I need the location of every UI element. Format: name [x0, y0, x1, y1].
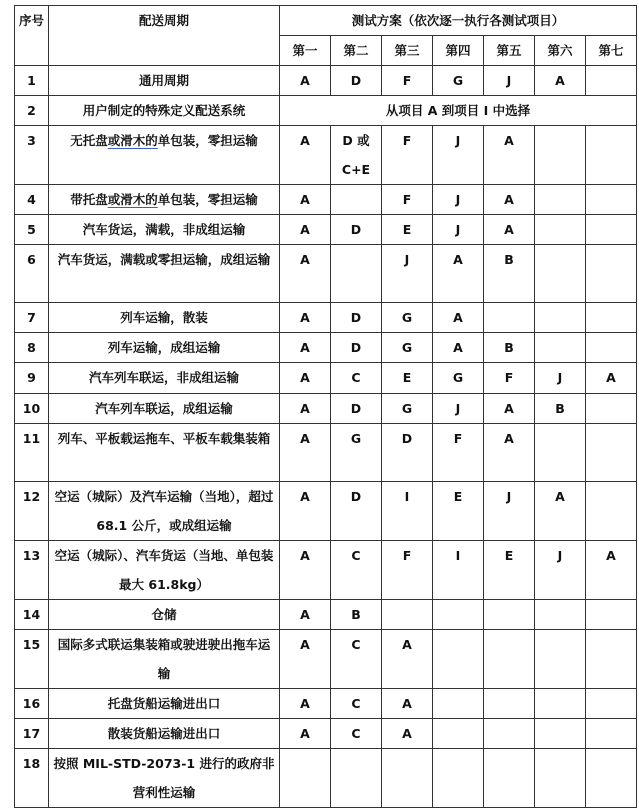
row-number: 2	[15, 96, 49, 126]
test-item-cell	[433, 600, 484, 630]
test-scheme-table	[14, 5, 637, 808]
test-item-cell: A	[382, 689, 433, 719]
distribution-period: 仓储	[49, 600, 280, 630]
row-number: 8	[15, 333, 49, 363]
test-item-cell: D	[331, 333, 382, 363]
test-item-cell	[586, 303, 637, 333]
test-item-cell: I	[433, 541, 484, 600]
table-row	[15, 482, 637, 541]
column-header: 第三	[382, 36, 433, 66]
distribution-period: 通用周期	[49, 66, 280, 96]
column-header: 第二	[331, 36, 382, 66]
test-item-cell: A	[280, 482, 331, 541]
test-item-cell	[484, 303, 535, 333]
row-number: 13	[15, 541, 49, 600]
distribution-period: 用户制定的特殊定义配送系统	[49, 96, 280, 126]
column-header: 第七	[586, 36, 637, 66]
test-item-cell: A	[484, 185, 535, 215]
test-item-cell: D 或 C+E	[331, 126, 382, 185]
test-item-cell: J	[433, 185, 484, 215]
test-item-cell: A	[433, 303, 484, 333]
test-item-cell: G	[433, 66, 484, 96]
test-item-cell: C	[331, 363, 382, 394]
test-item-cell	[586, 215, 637, 245]
table-row	[15, 424, 637, 482]
test-item-cell	[586, 126, 637, 185]
table-row	[15, 749, 637, 808]
scheme-header: 测试方案（依次逐一执行各测试项目）	[280, 6, 637, 36]
test-item-cell: B	[331, 600, 382, 630]
test-item-cell: G	[382, 303, 433, 333]
table-row	[15, 126, 637, 185]
test-item-cell	[484, 600, 535, 630]
test-item-cell: B	[535, 394, 586, 424]
row-number: 4	[15, 185, 49, 215]
table-row	[15, 215, 637, 245]
test-item-cell: E	[382, 363, 433, 394]
test-item-cell	[484, 749, 535, 808]
column-header: 第六	[535, 36, 586, 66]
distribution-period: 托盘货船运输进出口	[49, 689, 280, 719]
distribution-period: 汽车货运，满载或零担运输，成组运输	[49, 245, 280, 303]
test-item-cell: A	[586, 363, 637, 394]
table-row	[15, 719, 637, 749]
table-row	[15, 96, 637, 126]
test-item-cell	[586, 749, 637, 808]
table-row	[15, 363, 637, 394]
test-item-cell	[586, 719, 637, 749]
test-item-cell	[586, 600, 637, 630]
test-item-cell: F	[484, 363, 535, 394]
test-item-cell: G	[331, 424, 382, 482]
test-item-cell: A	[280, 363, 331, 394]
distribution-period: 散装货船运输进出口	[49, 719, 280, 749]
test-item-cell: A	[484, 126, 535, 185]
test-item-cell	[586, 394, 637, 424]
test-item-cell	[433, 719, 484, 749]
test-item-cell	[331, 749, 382, 808]
distribution-period: 空运（城际）、汽车货运（当地、单包装最大 61.8kg）	[49, 541, 280, 600]
test-item-cell: C	[331, 541, 382, 600]
test-item-cell	[535, 185, 586, 215]
test-item-cell: A	[280, 719, 331, 749]
test-item-cell	[586, 66, 637, 96]
test-item-cell: D	[331, 394, 382, 424]
period-header: 配送周期	[49, 6, 280, 66]
test-item-cell: A	[280, 333, 331, 363]
test-item-cell: A	[484, 215, 535, 245]
test-item-cell: A	[433, 333, 484, 363]
test-item-cell	[535, 245, 586, 303]
test-item-cell: D	[382, 424, 433, 482]
test-item-cell: E	[433, 482, 484, 541]
test-item-cell: G	[433, 363, 484, 394]
test-item-cell	[535, 424, 586, 482]
test-item-cell: I	[382, 482, 433, 541]
merged-test-cell: 从项目 A 到项目 I 中选择	[280, 96, 637, 126]
test-item-cell	[535, 749, 586, 808]
test-item-cell	[586, 333, 637, 363]
test-item-cell: E	[484, 541, 535, 600]
test-item-cell: D	[331, 215, 382, 245]
test-item-cell: A	[280, 541, 331, 600]
test-item-cell	[535, 719, 586, 749]
table-row	[15, 630, 637, 689]
test-item-cell: E	[382, 215, 433, 245]
test-item-cell: A	[382, 719, 433, 749]
row-number: 3	[15, 126, 49, 185]
test-item-cell: J	[535, 363, 586, 394]
test-item-cell: J	[382, 245, 433, 303]
test-item-cell: F	[433, 424, 484, 482]
distribution-period: 汽车列车联运，成组运输	[49, 394, 280, 424]
test-item-cell: J	[484, 66, 535, 96]
test-item-cell	[484, 630, 535, 689]
test-item-cell: A	[382, 630, 433, 689]
row-number: 18	[15, 749, 49, 808]
test-item-cell: A	[586, 541, 637, 600]
test-item-cell: D	[331, 66, 382, 96]
test-item-cell	[331, 185, 382, 215]
test-item-cell: C	[331, 689, 382, 719]
column-header: 第四	[433, 36, 484, 66]
test-item-cell: A	[484, 394, 535, 424]
row-number: 17	[15, 719, 49, 749]
distribution-period: 列车、平板载运拖车、平板车载集装箱	[49, 424, 280, 482]
test-item-cell: A	[280, 215, 331, 245]
test-item-cell	[535, 600, 586, 630]
test-item-cell	[586, 245, 637, 303]
row-number: 14	[15, 600, 49, 630]
test-item-cell: A	[280, 630, 331, 689]
test-item-cell: A	[280, 126, 331, 185]
test-item-cell	[433, 630, 484, 689]
distribution-period: 无托盘或滑木的单包装，零担运输	[49, 126, 280, 185]
column-header: 第五	[484, 36, 535, 66]
test-item-cell	[382, 749, 433, 808]
row-number: 11	[15, 424, 49, 482]
distribution-period: 汽车货运，满载，非成组运输	[49, 215, 280, 245]
seq-header: 序号	[15, 6, 49, 66]
row-number: 7	[15, 303, 49, 333]
distribution-period: 列车运输，成组运输	[49, 333, 280, 363]
test-item-cell: B	[484, 245, 535, 303]
test-item-cell: G	[382, 333, 433, 363]
row-number: 9	[15, 363, 49, 394]
table-row	[15, 245, 637, 303]
distribution-period: 按照 MIL-STD-2073-1 进行的政府非营利性运输	[49, 749, 280, 808]
row-number: 1	[15, 66, 49, 96]
test-item-cell	[535, 689, 586, 719]
row-number: 15	[15, 630, 49, 689]
test-item-cell	[535, 303, 586, 333]
test-item-cell: A	[280, 600, 331, 630]
test-item-cell	[433, 749, 484, 808]
test-item-cell: A	[280, 66, 331, 96]
test-item-cell: C	[331, 630, 382, 689]
distribution-period: 汽车列车联运，非成组运输	[49, 363, 280, 394]
test-item-cell	[586, 482, 637, 541]
table-row	[15, 600, 637, 630]
test-item-cell	[535, 630, 586, 689]
row-number: 10	[15, 394, 49, 424]
test-item-cell: A	[280, 245, 331, 303]
test-item-cell	[535, 333, 586, 363]
test-item-cell	[331, 245, 382, 303]
test-item-cell: A	[280, 185, 331, 215]
test-item-cell: D	[331, 482, 382, 541]
test-item-cell: F	[382, 126, 433, 185]
test-item-cell: A	[484, 424, 535, 482]
table-row	[15, 303, 637, 333]
test-item-cell: F	[382, 66, 433, 96]
distribution-period: 带托盘或滑木的单包装，零担运输	[49, 185, 280, 215]
test-item-cell: A	[280, 394, 331, 424]
table-row	[15, 689, 637, 719]
test-item-cell: F	[382, 541, 433, 600]
test-item-cell: A	[280, 424, 331, 482]
test-item-cell: C	[331, 719, 382, 749]
test-item-cell: D	[331, 303, 382, 333]
test-item-cell: J	[484, 482, 535, 541]
distribution-period: 列车运输，散装	[49, 303, 280, 333]
test-item-cell: J	[433, 126, 484, 185]
test-item-cell: B	[484, 333, 535, 363]
test-item-cell: A	[535, 482, 586, 541]
test-item-cell: A	[433, 245, 484, 303]
test-item-cell: A	[280, 303, 331, 333]
table-row	[15, 333, 637, 363]
test-item-cell	[433, 689, 484, 719]
test-item-cell	[586, 630, 637, 689]
row-number: 12	[15, 482, 49, 541]
test-item-cell	[280, 749, 331, 808]
row-number: 5	[15, 215, 49, 245]
table-row	[15, 394, 637, 424]
test-item-cell: J	[433, 394, 484, 424]
test-item-cell	[535, 215, 586, 245]
row-number: 16	[15, 689, 49, 719]
test-item-cell: A	[535, 66, 586, 96]
distribution-period: 国际多式联运集装箱或驶进驶出拖车运输	[49, 630, 280, 689]
test-item-cell	[484, 719, 535, 749]
test-item-cell	[535, 126, 586, 185]
test-item-cell	[586, 424, 637, 482]
test-item-cell	[586, 185, 637, 215]
test-item-cell	[382, 600, 433, 630]
test-item-cell: F	[382, 185, 433, 215]
test-item-cell: J	[433, 215, 484, 245]
test-item-cell: J	[535, 541, 586, 600]
test-item-cell	[586, 689, 637, 719]
table-row	[15, 185, 637, 215]
test-item-cell: A	[280, 689, 331, 719]
test-item-cell: G	[382, 394, 433, 424]
distribution-period: 空运（城际）及汽车运输（当地），超过 68.1 公斤，或成组运输	[49, 482, 280, 541]
table-row	[15, 541, 637, 600]
row-number: 6	[15, 245, 49, 303]
table-row	[15, 66, 637, 96]
column-header: 第一	[280, 36, 331, 66]
test-item-cell	[484, 689, 535, 719]
